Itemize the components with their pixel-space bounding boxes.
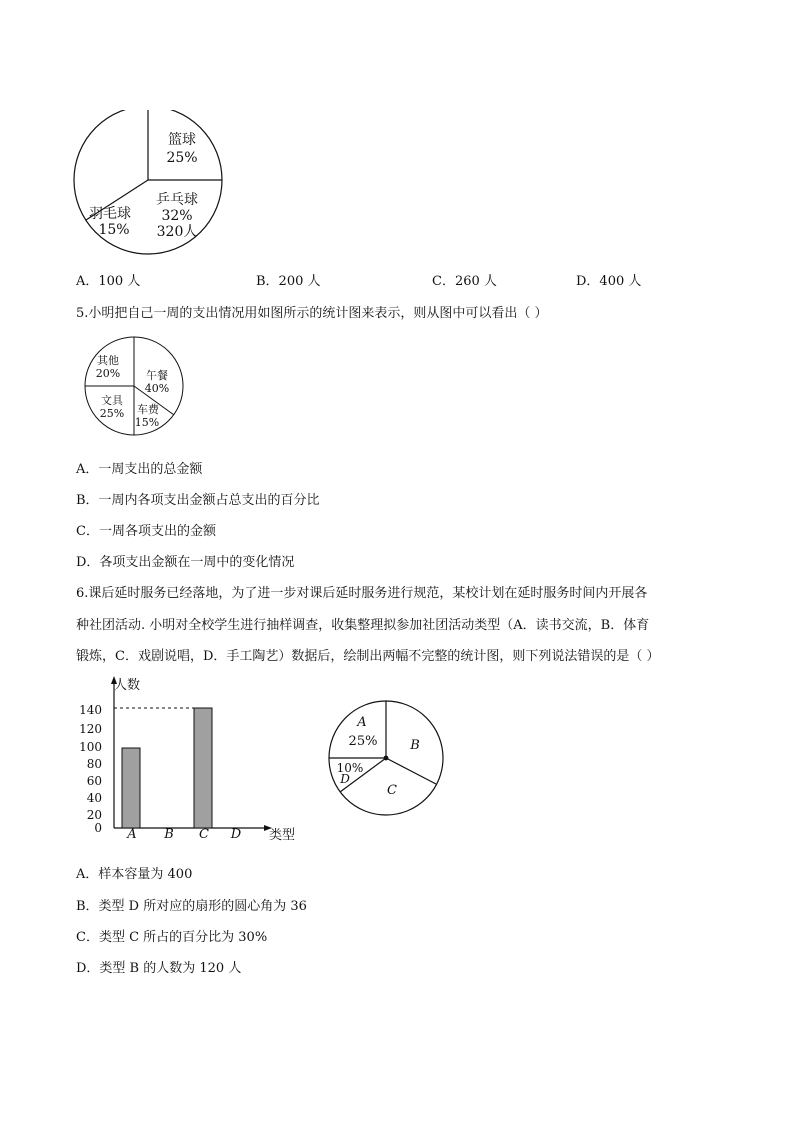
- bar-ytick-40: 40: [86, 791, 102, 805]
- bar-cat-a: A: [127, 827, 137, 842]
- pie3-d-pct: 10%: [336, 761, 364, 775]
- bar-y-label: 人数: [114, 678, 141, 693]
- bar-cat-b: B: [164, 827, 174, 842]
- bar-ytick-140: 140: [79, 703, 102, 717]
- bar-x-label: 类型: [269, 828, 296, 843]
- bar-ytick-0: 0: [94, 821, 102, 835]
- pie2-stationery-name: 文具: [101, 394, 123, 407]
- q5-option-d[interactable]: D．各项支出金额在一周中的变化情况: [76, 555, 295, 570]
- club-bar-chart: [76, 672, 306, 844]
- sports-pie-chart: [70, 110, 230, 270]
- bar-cat-c: C: [199, 827, 209, 842]
- bar-c: [194, 708, 212, 828]
- q5-stem: 5.小明把自己一周的支出情况用如图所示的统计图来表示，则从图中可以看出（ ）: [76, 306, 548, 321]
- pie1-basketball-name: 篮球: [168, 132, 196, 148]
- pie2-other-name: 其他: [97, 354, 119, 367]
- q5-option-c[interactable]: C．一周各项支出的金额: [76, 524, 216, 539]
- pie1-badminton-name: 羽毛球: [89, 206, 131, 222]
- pie2-other-pct: 20%: [95, 367, 121, 380]
- expense-pie-chart: [84, 334, 188, 438]
- pie2-fare-pct: 15%: [134, 416, 160, 429]
- pie2-fare-name: 车费: [137, 403, 159, 416]
- pie1-pingpong-count: 320人: [156, 224, 198, 240]
- club-pie-chart: [326, 698, 450, 822]
- pie3-b-name: B: [410, 738, 420, 753]
- bar-ytick-80: 80: [86, 757, 102, 771]
- pie3-a-name: A: [357, 715, 367, 730]
- q4-option-a[interactable]: A．100 人: [76, 274, 141, 289]
- q6-option-c[interactable]: C．类型 C 所占的百分比为 30%: [76, 930, 268, 945]
- pie3-d-name: D: [340, 772, 350, 786]
- q4-option-c[interactable]: C．260 人: [432, 274, 497, 289]
- pie2-stationery-pct: 25%: [99, 407, 125, 420]
- q6-option-a[interactable]: A．样本容量为 400: [76, 867, 193, 882]
- q4-option-b[interactable]: B．200 人: [256, 274, 321, 289]
- bar-ytick-120: 120: [79, 722, 102, 736]
- pie3-a-pct: 25%: [348, 734, 378, 749]
- pie1-pingpong-pct: 32%: [161, 208, 193, 224]
- q6-option-b[interactable]: B．类型 D 所对应的扇形的圆心角为 36: [76, 899, 307, 914]
- pie3-c-name: C: [387, 783, 397, 798]
- pie1-pingpong-name: 乒乓球: [156, 192, 198, 208]
- bar-cat-d: D: [230, 827, 242, 842]
- pie3-center-dot: [384, 756, 389, 761]
- pie2-lunch-name: 午餐: [146, 369, 168, 382]
- pie1-badminton-pct: 15%: [98, 222, 130, 238]
- q4-option-d[interactable]: D．400 人: [576, 274, 642, 289]
- bar-ytick-20: 20: [86, 808, 102, 822]
- q6-stem-line-2: 种社团活动. 小明对全校学生进行抽样调查，收集整理拟参加社团活动类型（A．读书交流，B．体育: [76, 618, 650, 633]
- bar-ytick-100: 100: [79, 740, 102, 754]
- q6-stem-line-1: 6.课后延时服务已经落地，为了进一步对课后延时服务进行规范，某校计划在延时服务时间内开展各: [76, 586, 648, 601]
- bar-ytick-60: 60: [86, 774, 102, 788]
- q6-option-d[interactable]: D．类型 B 的人数为 120 人: [76, 961, 242, 976]
- q5-option-a[interactable]: A．一周支出的总金额: [76, 462, 203, 477]
- bar-a: [122, 748, 140, 828]
- q5-option-b[interactable]: B．一周内各项支出金额占总支出的百分比: [76, 493, 320, 508]
- pie1-basketball-pct: 25%: [166, 150, 198, 166]
- pie2-lunch-pct: 40%: [144, 382, 170, 395]
- q6-stem-line-3: 锻炼，C．戏剧说唱，D．手工陶艺）数据后，绘制出两幅不完整的统计图，则下列说法错误的是（ ）: [76, 649, 660, 664]
